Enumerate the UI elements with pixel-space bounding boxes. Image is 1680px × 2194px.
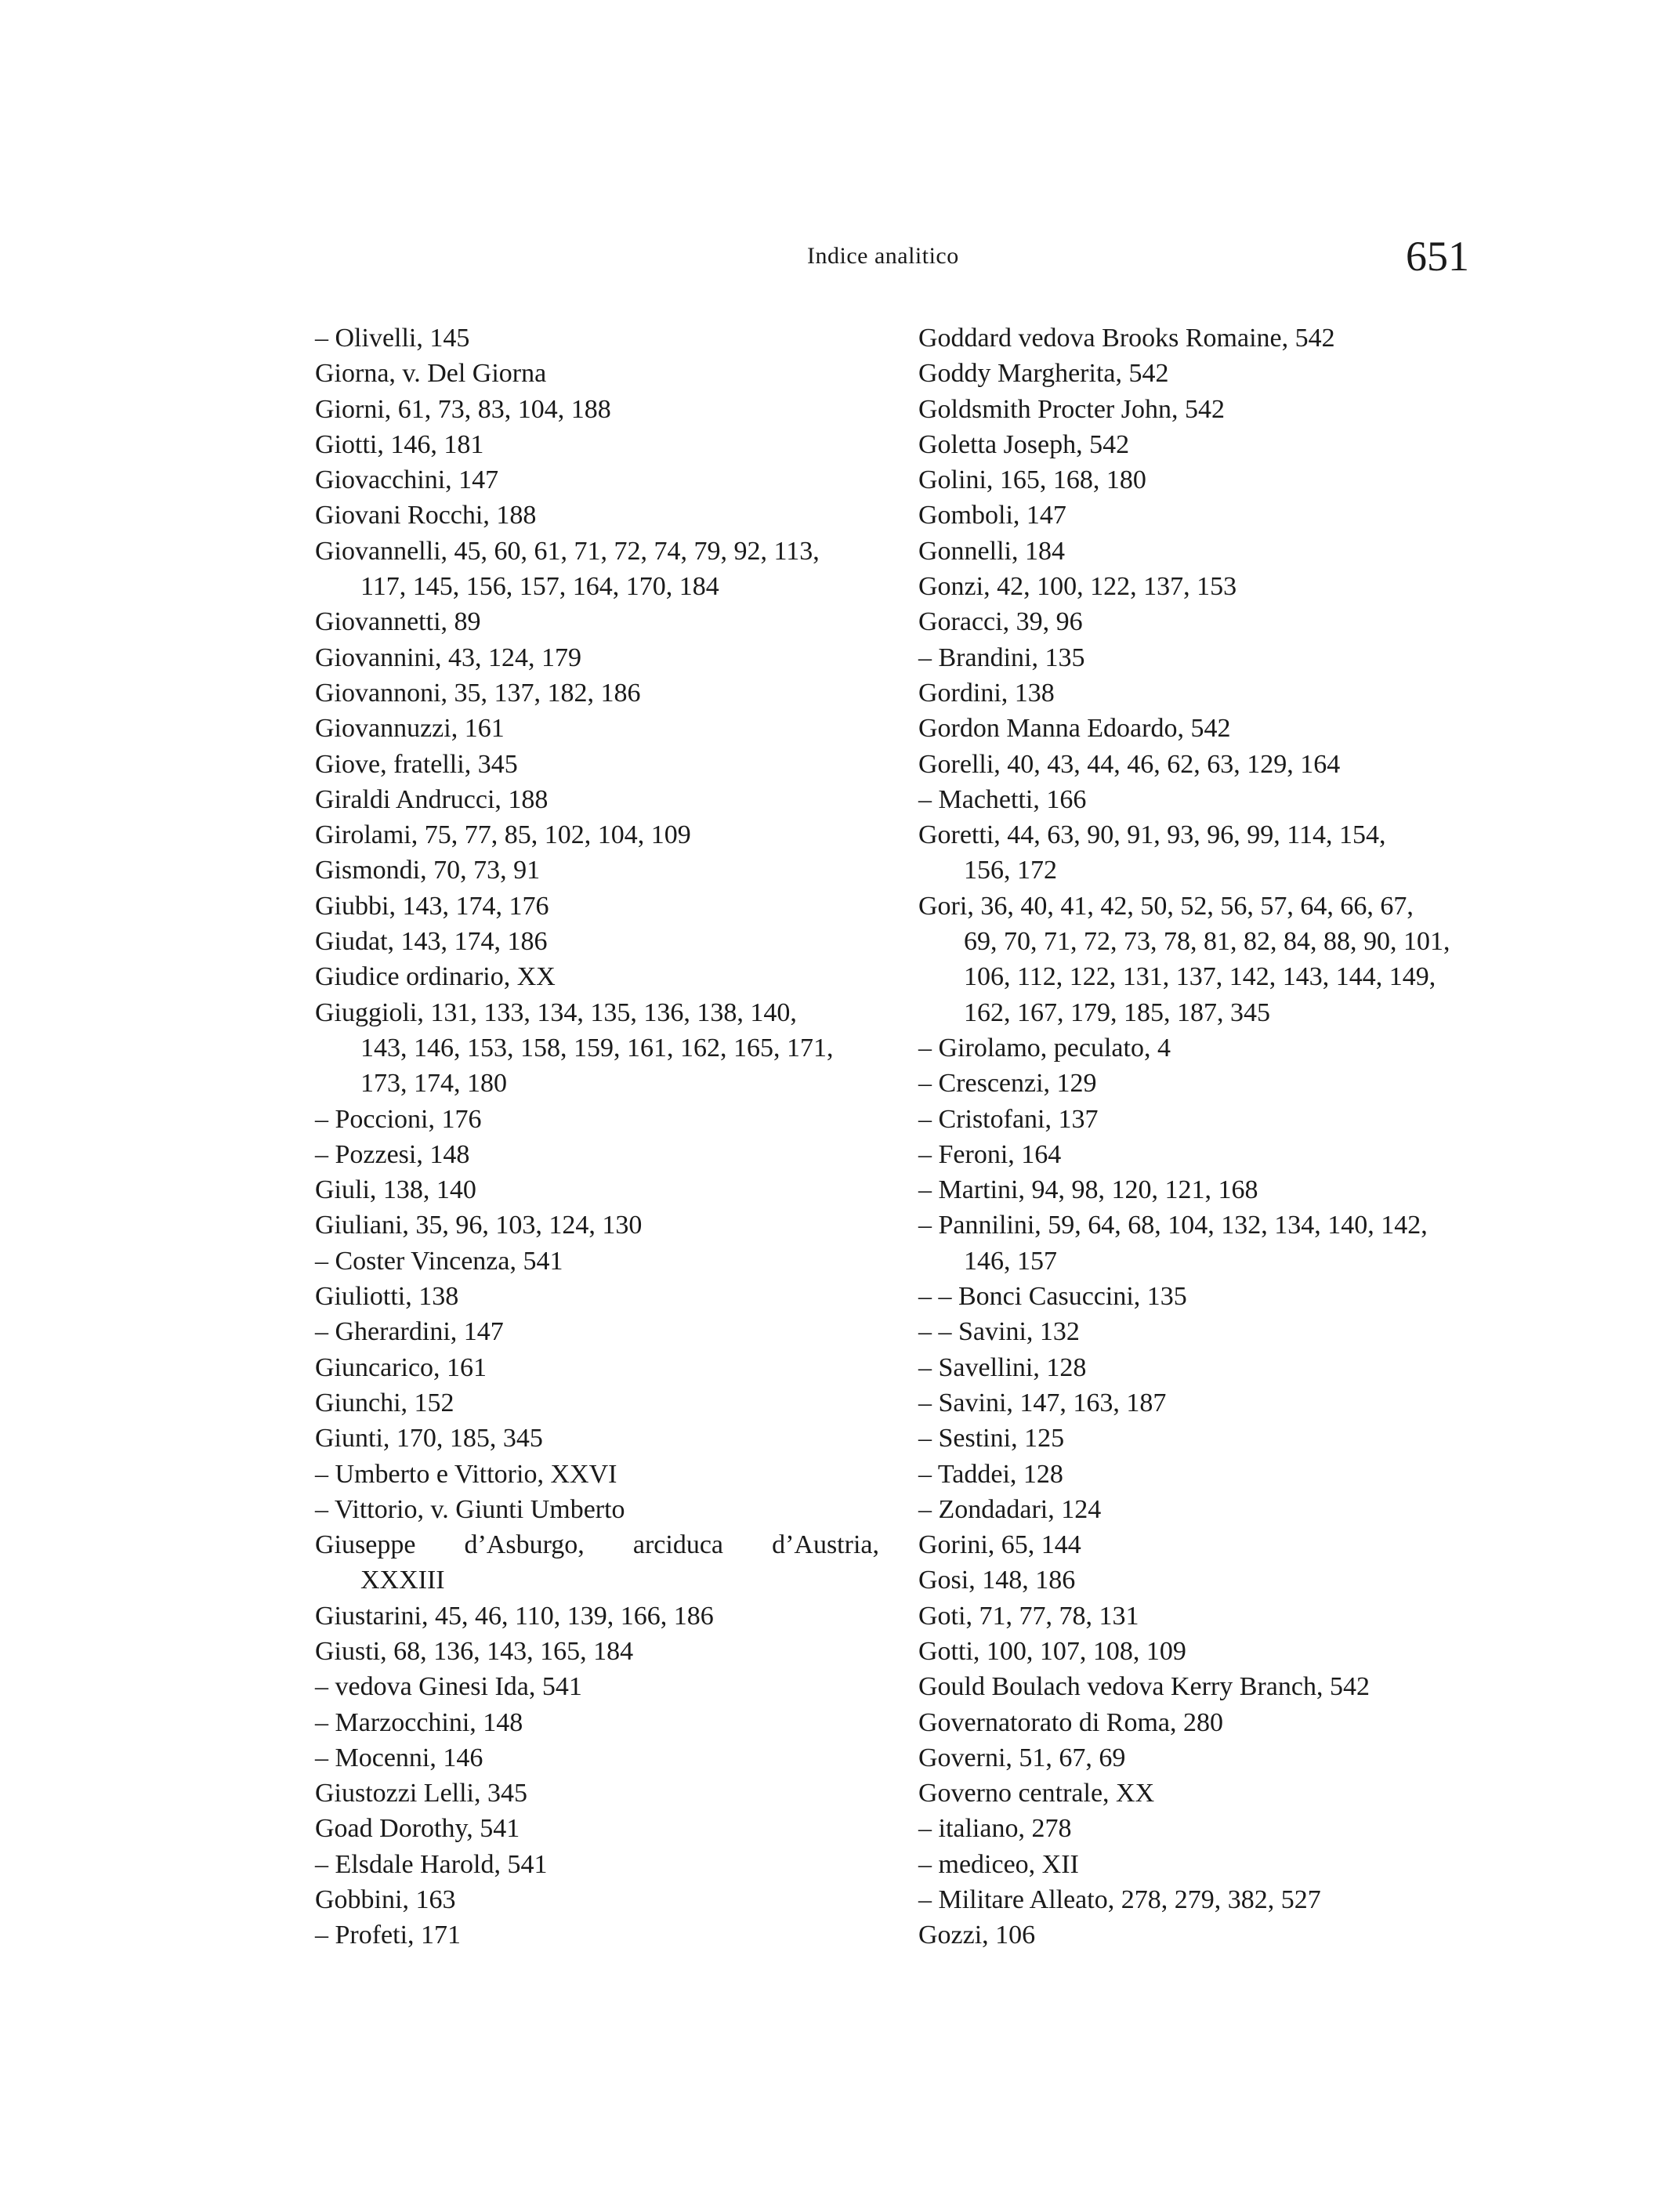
index-entry: – Martini, 94, 98, 120, 121, 168 (918, 1175, 1258, 1205)
index-entry: Giunti, 170, 185, 345 (315, 1424, 543, 1454)
index-entry: Giovannetti, 89 (315, 607, 481, 637)
index-entry: Giuncarico, 161 (315, 1352, 487, 1382)
index-entry: – Crescenzi, 129 (918, 1069, 1097, 1099)
index-entry: Golini, 165, 168, 180 (918, 465, 1146, 495)
index-entry: – italiano, 278 (918, 1814, 1072, 1844)
index-entry-continuation: 162, 167, 179, 185, 187, 345 (964, 997, 1270, 1027)
index-entry: – Pozzesi, 148 (315, 1139, 470, 1169)
index-entry-continuation: 146, 157 (964, 1246, 1057, 1276)
index-entry: Giuli, 138, 140 (315, 1175, 476, 1205)
index-entry-continuation: 106, 112, 122, 131, 137, 142, 143, 144, 149, (964, 962, 1436, 992)
index-entry: – – Bonci Casuccini, 135 (918, 1282, 1187, 1312)
index-entry: Giustozzi Lelli, 345 (315, 1779, 528, 1808)
index-entry: Giovani Rocchi, 188 (315, 501, 537, 530)
index-entry: Giovannuzzi, 161 (315, 714, 505, 744)
index-entry-continuation: 69, 70, 71, 72, 73, 78, 81, 82, 84, 88, 90, 101, (964, 927, 1450, 957)
index-entry: Giorni, 61, 73, 83, 104, 188 (315, 394, 611, 424)
index-entry: Gosi, 148, 186 (918, 1566, 1076, 1595)
index-entry: Gorini, 65, 144 (918, 1530, 1081, 1560)
index-entry: – Vittorio, v. Giunti Umberto (315, 1494, 625, 1524)
index-entry: – Machetti, 166 (918, 784, 1087, 814)
index-entry: Giuseppe d’Asburgo, arciduca d’Austria, (315, 1530, 879, 1560)
index-entry: Gismondi, 70, 73, 91 (315, 856, 541, 885)
index-entry: Giusti, 68, 136, 143, 165, 184 (315, 1636, 634, 1666)
index-entry: – Savellini, 128 (918, 1352, 1087, 1382)
index-entry: Gobbini, 163 (315, 1885, 456, 1915)
index-entry: – Marzocchini, 148 (315, 1707, 523, 1737)
index-entry: Giove, fratelli, 345 (315, 749, 518, 779)
index-entry: Goddy Margherita, 542 (918, 359, 1169, 389)
index-entry: Goldsmith Procter John, 542 (918, 394, 1225, 424)
index-entry: Goti, 71, 77, 78, 131 (918, 1601, 1139, 1631)
index-entry: Giovannelli, 45, 60, 61, 71, 72, 74, 79, 92, 113, (315, 536, 820, 566)
index-entry: Goletta Joseph, 542 (918, 429, 1130, 459)
index-entry: – Olivelli, 145 (315, 324, 470, 353)
index-entry-continuation: 117, 145, 156, 157, 164, 170, 184 (360, 572, 719, 602)
index-entry: – Coster Vincenza, 541 (315, 1246, 563, 1276)
index-entry: Gordon Manna Edoardo, 542 (918, 714, 1231, 744)
index-entry: – Zondadari, 124 (918, 1494, 1102, 1524)
index-entry: Giubbi, 143, 174, 176 (315, 891, 549, 921)
index-entry: – Cristofani, 137 (918, 1104, 1099, 1134)
index-column-right (918, 320, 1490, 1953)
index-entry: Gorelli, 40, 43, 44, 46, 62, 63, 129, 164 (918, 749, 1341, 779)
index-entry: – Umberto e Vittorio, XXVI (315, 1459, 617, 1489)
index-entry: Giovannini, 43, 124, 179 (315, 643, 581, 672)
index-entry: Giuliani, 35, 96, 103, 124, 130 (315, 1211, 643, 1240)
index-entry: – Girolamo, peculato, 4 (918, 1033, 1171, 1063)
index-entry: – mediceo, XII (918, 1849, 1079, 1879)
index-entry: Governatorato di Roma, 280 (918, 1707, 1224, 1737)
index-entry: Gould Boulach vedova Kerry Branch, 542 (918, 1672, 1370, 1702)
index-entry: – Mocenni, 146 (315, 1743, 483, 1772)
index-entry: Giorna, v. Del Giorna (315, 359, 547, 389)
index-entry: – Gherardini, 147 (315, 1317, 504, 1347)
index-entry-continuation: 143, 146, 153, 158, 159, 161, 162, 165, 171, (360, 1033, 834, 1063)
index-entry: – Poccioni, 176 (315, 1104, 482, 1134)
index-entry: Giraldi Andrucci, 188 (315, 784, 549, 814)
index-entry: Giudat, 143, 174, 186 (315, 927, 548, 957)
index-entry: – vedova Ginesi Ida, 541 (315, 1672, 582, 1702)
index-entry: – – Savini, 132 (918, 1317, 1080, 1347)
page-number: 651 (1406, 233, 1469, 280)
index-entry: Giovannoni, 35, 137, 182, 186 (315, 678, 641, 708)
index-entry: – Elsdale Harold, 541 (315, 1849, 548, 1879)
index-entry-continuation: XXXIII (360, 1566, 445, 1595)
index-entry: Girolami, 75, 77, 85, 102, 104, 109 (315, 820, 691, 850)
index-entry: – Taddei, 128 (918, 1459, 1063, 1489)
index-entry-continuation: 173, 174, 180 (360, 1069, 507, 1099)
index-entry: Gomboli, 147 (918, 501, 1066, 530)
index-entry: – Pannilini, 59, 64, 68, 104, 132, 134, 140, 142, (918, 1211, 1428, 1240)
index-entry: – Savini, 147, 163, 187 (918, 1388, 1167, 1417)
index-entry: Gordini, 138 (918, 678, 1055, 708)
index-entry: Giovacchini, 147 (315, 465, 499, 495)
index-entry: Giuliotti, 138 (315, 1282, 459, 1312)
index-entry-continuation: 156, 172 (964, 856, 1057, 885)
index-entry: Giunchi, 152 (315, 1388, 454, 1417)
index-entry: Gonnelli, 184 (918, 536, 1065, 566)
index-entry: Governi, 51, 67, 69 (918, 1743, 1126, 1772)
index-entry: – Feroni, 164 (918, 1139, 1062, 1169)
index-entry: – Militare Alleato, 278, 279, 382, 527 (918, 1885, 1321, 1915)
index-entry: Gonzi, 42, 100, 122, 137, 153 (918, 572, 1237, 602)
index-entry: Giustarini, 45, 46, 110, 139, 166, 186 (315, 1601, 714, 1631)
index-entry: Giotti, 146, 181 (315, 429, 484, 459)
index-entry: Goretti, 44, 63, 90, 91, 93, 96, 99, 114, 154, (918, 820, 1386, 850)
index-entry: – Sestini, 125 (918, 1424, 1065, 1454)
index-entry: Gori, 36, 40, 41, 42, 50, 52, 56, 57, 64, 66, 67, (918, 891, 1414, 921)
index-entry: Giuggioli, 131, 133, 134, 135, 136, 138, 140, (315, 997, 797, 1027)
index-entry: Governo centrale, XX (918, 1779, 1155, 1808)
index-entry: Goracci, 39, 96 (918, 607, 1083, 637)
index-entry: – Brandini, 135 (918, 643, 1085, 672)
index-entry: Giudice ordinario, XX (315, 962, 556, 992)
index-entry: Gotti, 100, 107, 108, 109 (918, 1636, 1186, 1666)
index-entry: Gozzi, 106 (918, 1921, 1036, 1950)
index-entry: – Profeti, 171 (315, 1921, 462, 1950)
index-column-left (315, 320, 879, 1953)
index-entry: Goad Dorothy, 541 (315, 1814, 520, 1844)
running-title: Indice analitico (807, 243, 959, 269)
index-entry: Goddard vedova Brooks Romaine, 542 (918, 324, 1335, 353)
